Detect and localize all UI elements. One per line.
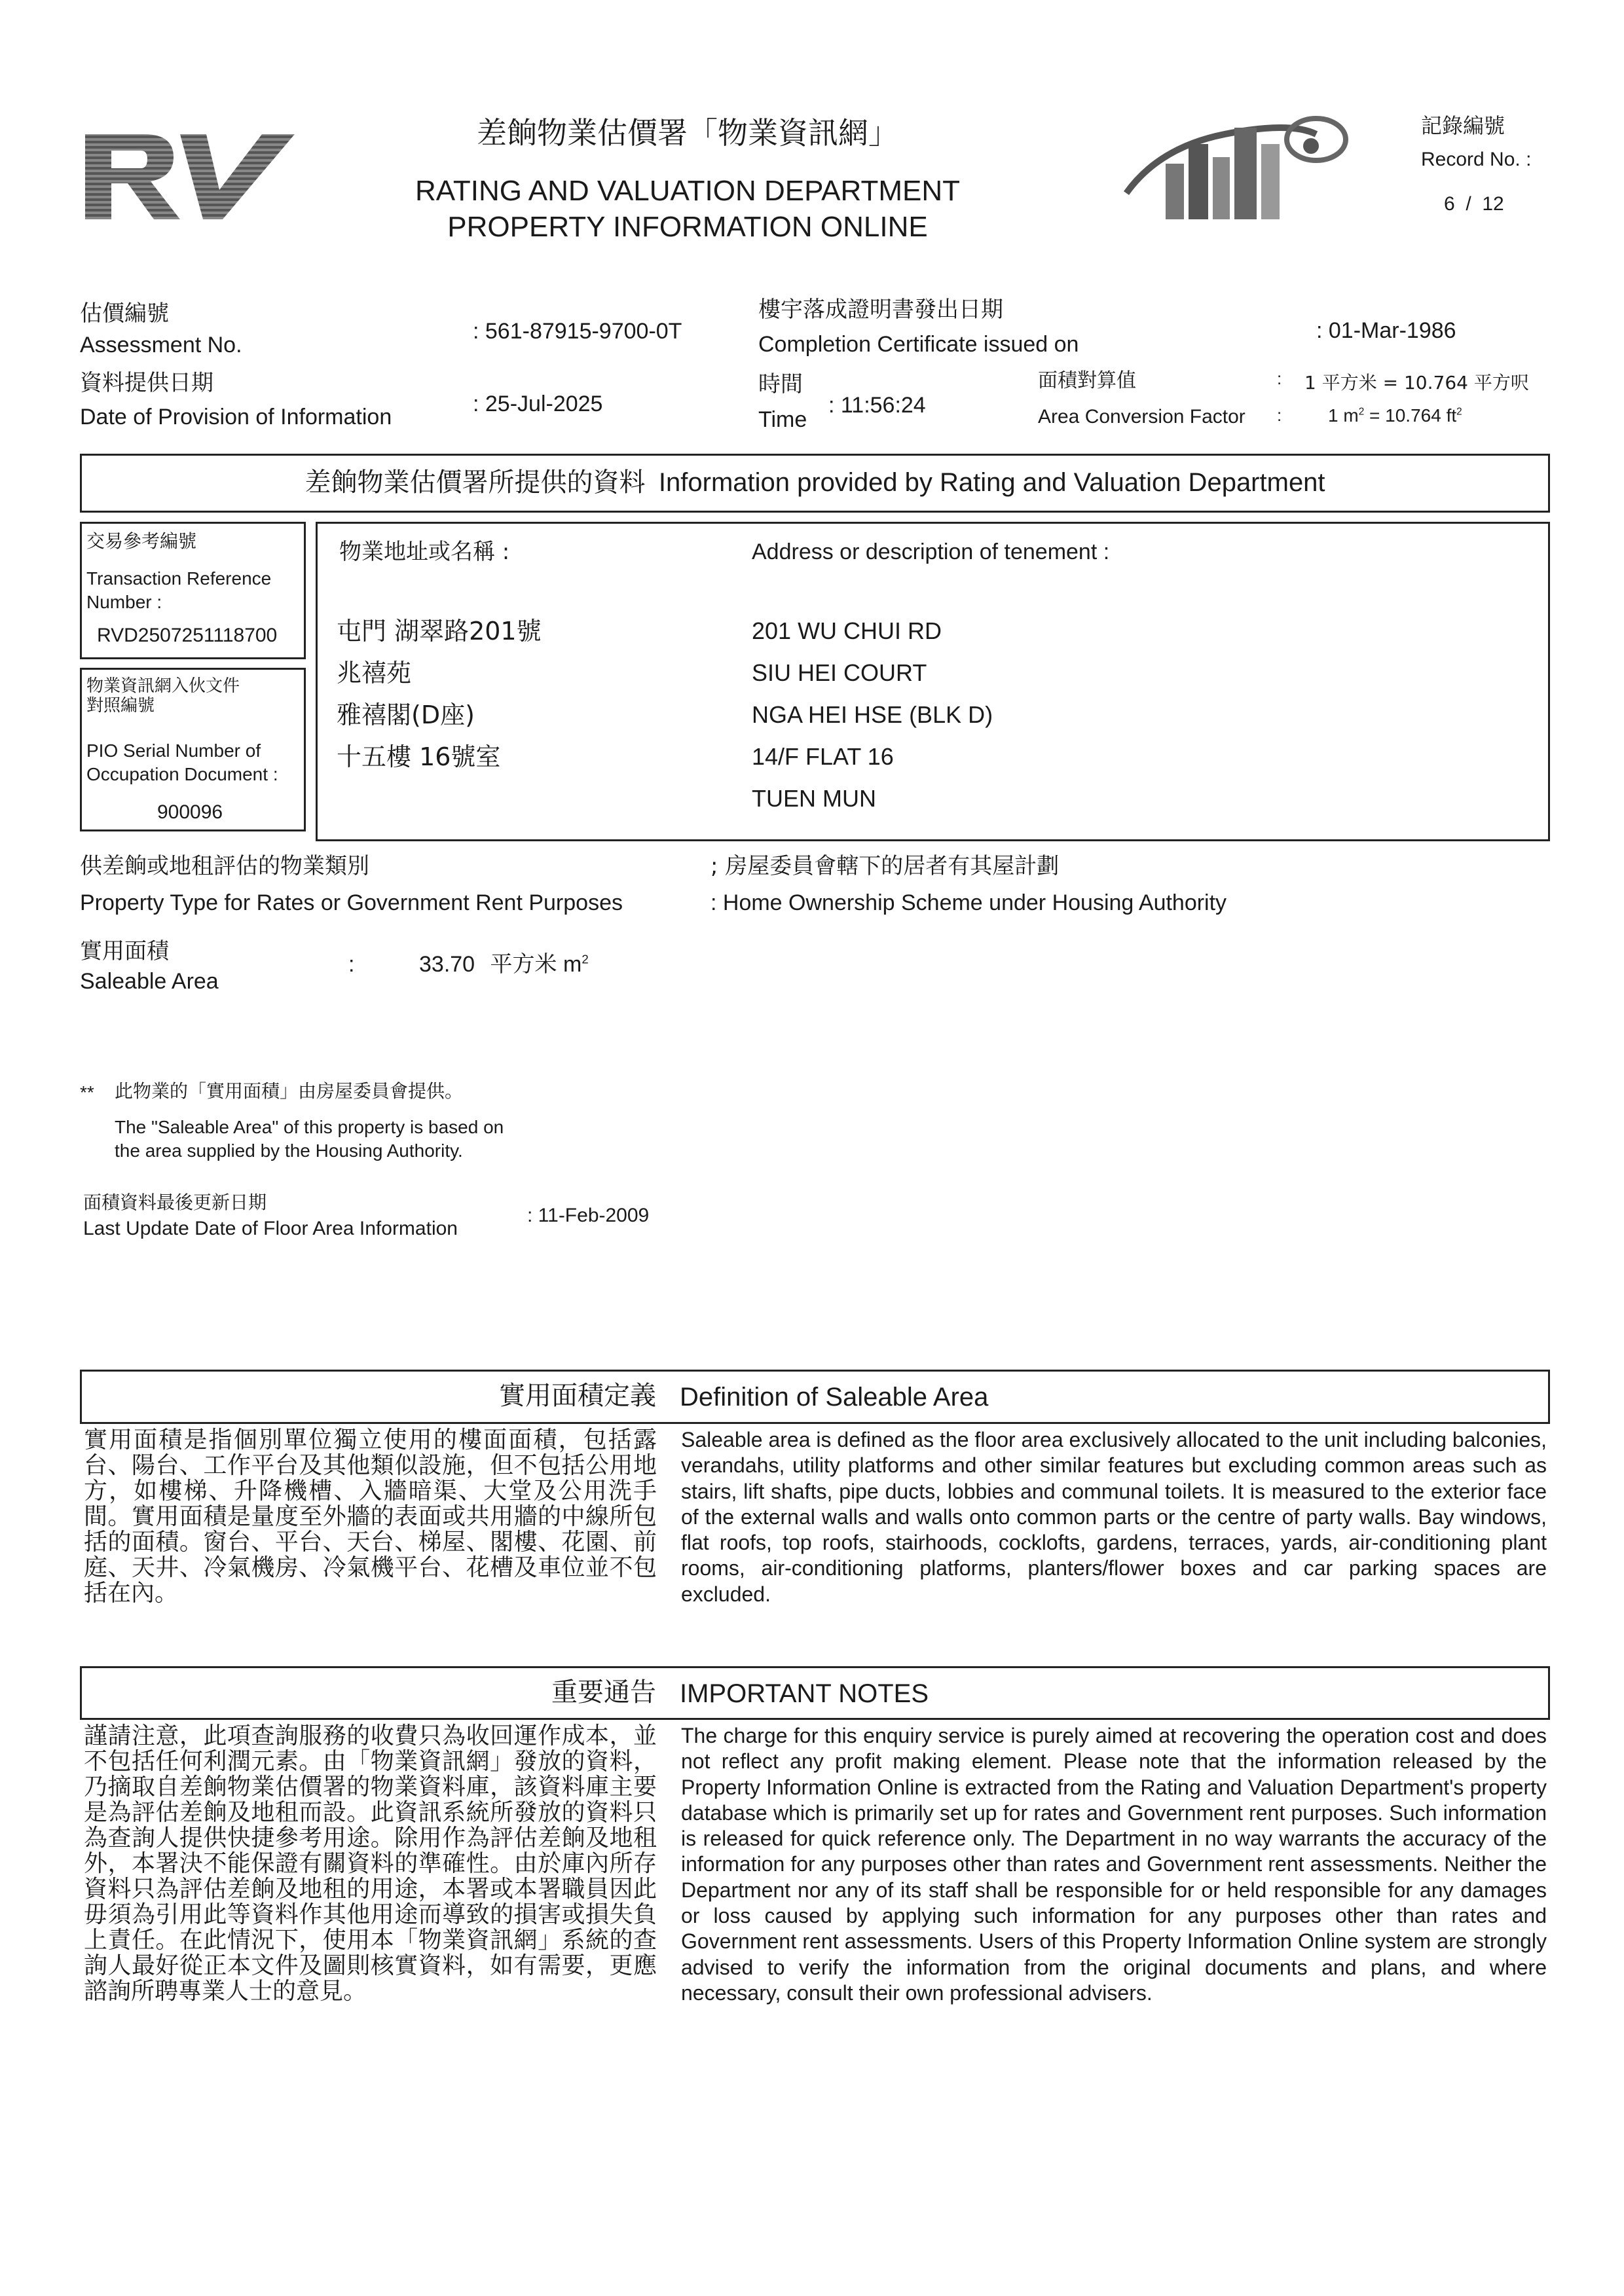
info-heading-zh: 差餉物業估價署所提供的資料 [304, 467, 646, 498]
pio-label-zh-1: 物業資訊網入伙文件 [86, 676, 240, 696]
address-zh-line: 兆禧苑 [337, 659, 412, 687]
address-en-line: TUEN MUN [752, 785, 876, 812]
completion-value: : 01-Mar-1986 [1316, 318, 1456, 343]
completion-label-zh: 樓宇落成證明書發出日期 [758, 297, 1003, 323]
address-zh [337, 610, 542, 778]
time-label-en: Time [758, 407, 807, 432]
txn-label-en-2: Number : [86, 592, 162, 612]
completion-label-en: Completion Certificate issued on [758, 332, 1079, 357]
update-label-zh: 面積資料最後更新日期 [83, 1192, 267, 1213]
note-en-2: the area supplied by the Housing Authority. [115, 1140, 463, 1161]
area-unit-en: m [563, 952, 582, 977]
assessment-label-zh: 估價編號 [80, 301, 169, 327]
definition-body-zh: 實用面積是指個別單位獨立使用的樓面面積，包括露台、陽台、工作平台及其他類似設施，但不包括公用地方，如樓梯、升降機槽、入牆暗渠、大堂及公用洗手間。實用面積是量度至外牆的表面或共用牆的中線所包括的面積。窗台、平台、天台、梯屋、閣樓、花園、前庭、天井、冷氣機房、冷氣機平台、花槽及車位並不包括在內。 [84, 1427, 657, 1607]
conversion-label-en: Area Conversion Factor [1038, 406, 1246, 428]
record-label-en: Record No. : [1421, 149, 1532, 170]
txn-label-zh: 交易參考編號 [86, 530, 197, 552]
record-value: 6 / 12 [1444, 193, 1504, 215]
rv-logo [82, 128, 298, 226]
address-label-en: Address or description of tenement : [752, 539, 1110, 564]
address-en-line: 201 WU CHUI RD [752, 617, 942, 644]
definition-body-en: Saleable area is defined as the floor area exclusively allocated to the unit including balconies, verandahs, utility platforms and other similar features but excluding common areas such as stairs, lift shafts, pipe ducts, lobbies and communal toilets. It is measured to the exterior face of the external walls and walls onto common parts or the centre of party walls. Bay windows, flat roofs, top roofs, stairhoods, cocklofts, gardens, terraces, yards, air-conditioning plant rooms, air-conditioning platforms, planters/flower boxes and car parking spaces are excluded. [681, 1428, 1547, 1606]
note-en-1: The "Saleable Area" of this property is based on [115, 1117, 504, 1137]
pio-label-en-1: PIO Serial Number of [86, 740, 261, 761]
info-heading [80, 467, 1550, 498]
type-value-zh: ; 房屋委員會轄下的居者有其屋計劃 [710, 853, 1060, 879]
time-value: : 11:56:24 [828, 393, 926, 418]
header-title-zh: 差餉物業估價署「物業資訊網」 [477, 115, 898, 151]
note-zh: 此物業的「實用面積」由房屋委員會提供。 [115, 1080, 464, 1102]
area-value: 33.70 平方米 $m^2$ [419, 951, 589, 977]
assessment-label-en: Assessment No. [80, 333, 242, 357]
note-marker: ** [80, 1082, 94, 1102]
info-heading-en: Information provided by Rating and Valuation Department [658, 468, 1325, 497]
building-logo-icon [1120, 108, 1356, 226]
conversion-value-1: 1 平方米 = 10.764 平方呎 [1304, 372, 1529, 393]
type-label-zh: 供差餉或地租評估的物業類別 [80, 853, 369, 879]
update-label-en: Last Update Date of Floor Area Information [83, 1218, 458, 1239]
building-logo [1120, 108, 1356, 226]
conversion-label-zh: 面積對算值 [1038, 369, 1136, 392]
notes-body-zh: 謹請注意，此項查詢服務的收費只為收回運作成本，並不包括任何利潤元素。由「物業資訊網」發放的資料，乃摘取自差餉物業估價署的物業資料庫，該資料庫主要是為評估差餉及地租而設。此資訊系統所發放的資料只為查詢人提供快捷參考用途。除用作為評估差餉及地租外，本署決不能保證有關資料的準確性。由於庫內所存資料只為評估差餉及地租的用途，本署或本署職員因此毋須為引用此等資料作其他用途而導致的損害或損失負上責任。在此情況下，使用本「物業資訊網」系統的查詢人最好從正本文件及圖則核實資料，如有需要，更應諮詢所聘專業人士的意見。 [84, 1722, 657, 2005]
address-en-line: NGA HEI HSE (BLK D) [752, 701, 993, 728]
area-colon: : [348, 952, 355, 977]
conversion-colon-1: : [1277, 369, 1282, 388]
time-label-zh: 時間 [758, 371, 803, 397]
header-title-en-1: RATING AND VALUATION DEPARTMENT [415, 175, 961, 207]
address-zh-line: 十五樓 16號室 [337, 742, 501, 771]
definition-heading-en: Definition of Saleable Area [680, 1383, 989, 1412]
provision-value: : 25-Jul-2025 [473, 392, 603, 416]
pio-value: 900096 [157, 801, 223, 823]
address-en [752, 610, 993, 820]
area-unit-zh: 平方米 [490, 951, 557, 977]
pio-label-zh-2: 對照編號 [86, 696, 155, 716]
address-zh-line: 屯門 湖翠路201號 [337, 617, 542, 646]
area-label-en: Saleable Area [80, 969, 219, 994]
provision-label-en: Date of Provision of Information [80, 405, 392, 429]
header-title-en-2: PROPERTY INFORMATION ONLINE [447, 211, 928, 243]
assessment-value: : 561-87915-9700-0T [473, 319, 682, 344]
record-label-zh: 記錄編號 [1421, 113, 1505, 138]
provision-label-zh: 資料提供日期 [80, 370, 213, 396]
update-value: : 11-Feb-2009 [527, 1205, 650, 1226]
type-label-en: Property Type for Rates or Government Rent Purposes [80, 890, 623, 915]
notes-heading-en: IMPORTANT NOTES [680, 1679, 929, 1708]
address-label-zh: 物業地址或名稱 : [339, 539, 510, 565]
type-value-en: : Home Ownership Scheme under Housing Authority [710, 890, 1227, 915]
rv-logo-icon [82, 128, 298, 226]
address-en-line: SIU HEI COURT [752, 659, 927, 686]
notes-body-en: The charge for this enquiry service is purely aimed at recovering the operation cost and does not reflect any profit making element. Please note that the information released by the Property Information Online is extracted from the Rating and Valuation Department's property database which is primarily set up for rates and Government rent purposes. Such information is released for quick reference only. The Department in no way warrants the accuracy of the information for any purposes other than rates and Government rent assessments. Neither the Department nor any of its staff shall be responsible for or held responsible for any damages or loss caused by applying such information for any purposes other than rates and Government rent assessments. Users of this Property Information Online system are strongly advised to verify the information from the original documents and plans, and where necessary, consult their own professional advisers. [681, 1724, 1547, 2005]
txn-label-en-1: Transaction Reference [86, 568, 272, 589]
address-en-line: 14/F FLAT 16 [752, 743, 894, 770]
pio-label-en-2: Occupation Document : [86, 764, 278, 784]
txn-value: RVD2507251118700 [97, 625, 278, 646]
area-number: 33.70 [419, 952, 475, 977]
conversion-colon-2: : [1277, 405, 1282, 425]
notes-heading-zh: 重要通告 [551, 1677, 656, 1707]
address-zh-line: 雅禧閣(D座) [337, 701, 475, 729]
definition-heading-zh: 實用面積定義 [499, 1381, 656, 1411]
conversion-value-2: 1 $m^2 = 10.764$ $ft^2$ [1328, 405, 1462, 426]
area-label-zh: 實用面積 [80, 938, 169, 964]
